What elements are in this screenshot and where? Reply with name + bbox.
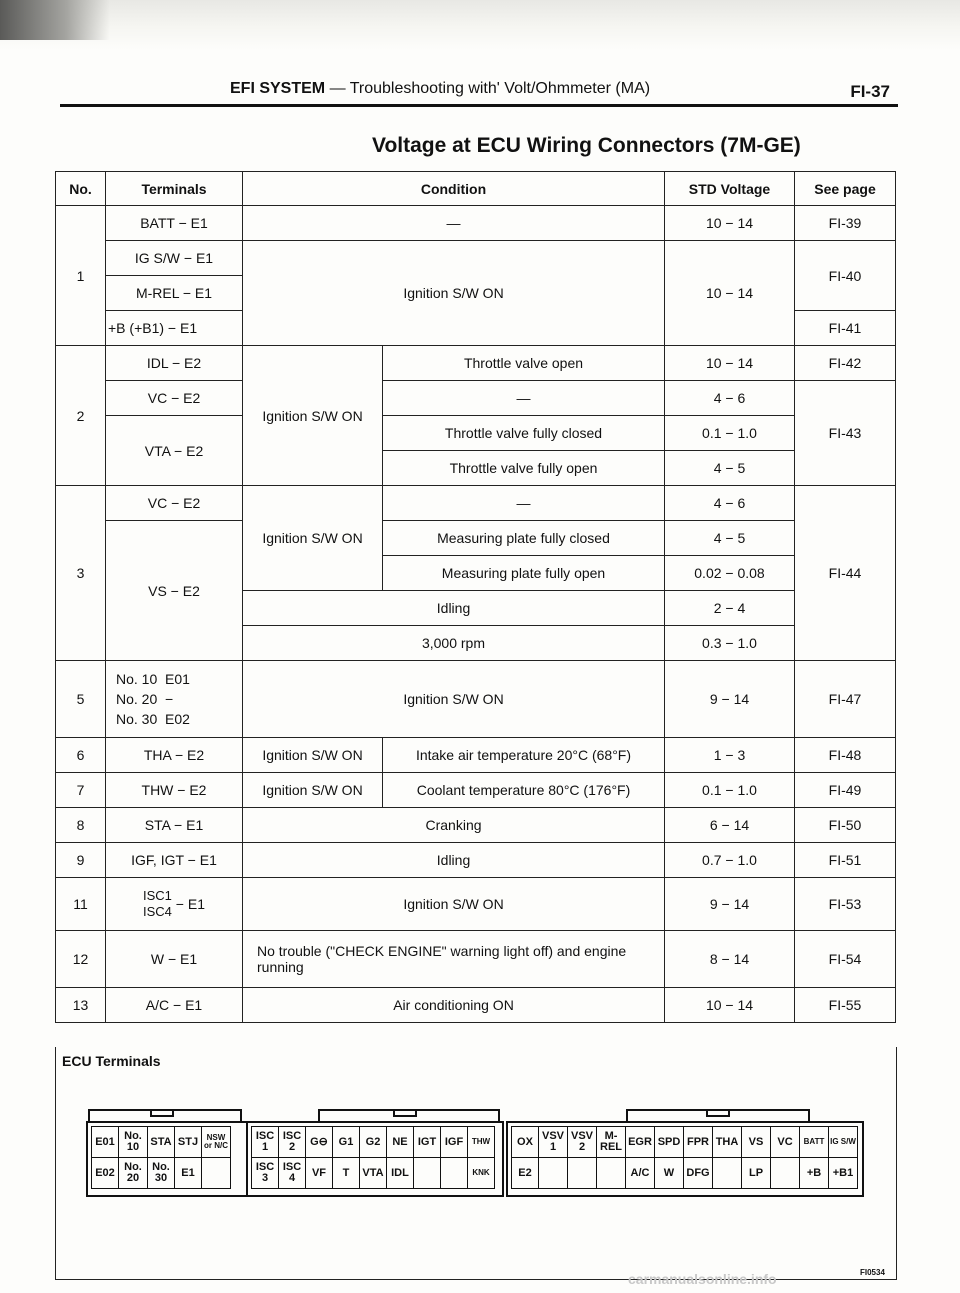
see-page: FI-44 [795,486,896,661]
std-voltage: 4 − 6 [665,486,795,521]
pin: VS [742,1127,771,1158]
std-voltage: 0.3 − 1.0 [665,626,795,661]
terminal: A/C − E1 [106,988,243,1023]
std-voltage: 6 − 14 [665,808,795,843]
pin: E02 [92,1158,119,1189]
condition: Intake air temperature 20°C (68°F) [383,738,665,773]
terminal: THW − E2 [106,773,243,808]
terminal: M-REL − E1 [106,276,243,311]
std-voltage: 0.1 − 1.0 [665,773,795,808]
pin [202,1158,231,1189]
row-no: 7 [56,773,106,808]
ecu-terminals-label: ECU Terminals [62,1053,161,1069]
pin-row-bottom [252,1158,495,1189]
terminal [106,878,243,931]
std-voltage: 8 − 14 [665,931,795,988]
pin: VTA [360,1158,387,1189]
std-voltage: 4 − 5 [665,451,795,486]
pin: G⊖ [306,1127,333,1158]
connector-lock-key [150,1109,174,1117]
header-title [230,80,650,98]
connector-1-pins [91,1126,231,1189]
pin: STJ [175,1127,202,1158]
condition: Throttle valve fully closed [383,416,665,451]
pin: SPD [655,1127,684,1158]
pin [597,1158,626,1189]
pin: E1 [175,1158,202,1189]
pin: ISC 4 [279,1158,306,1189]
header-terminals: Terminals [106,172,243,206]
connector-2-pins [251,1126,495,1189]
std-voltage: 4 − 5 [665,521,795,556]
table-header-row [56,172,896,206]
condition-main: Ignition S/W ON [243,773,383,808]
pin: DFG [684,1158,713,1189]
see-page: FI-51 [795,843,896,878]
pin: IDL [387,1158,414,1189]
condition: Air conditioning ON [243,988,665,1023]
condition: Ignition S/W ON [243,661,665,738]
connector-lock-key [393,1109,417,1117]
row-no: 1 [56,206,106,346]
row-no: 6 [56,738,106,773]
condition: — [243,206,665,241]
pin-row-bottom [92,1158,231,1189]
pin-row-bottom [512,1158,858,1189]
pin: E01 [92,1127,119,1158]
condition: Ignition S/W ON [243,878,665,931]
std-voltage: 10 − 14 [665,988,795,1023]
terminal: VTA − E2 [106,416,243,486]
row-no: 2 [56,346,106,486]
terminal-line: No. 10 E01 [116,671,190,687]
condition-main: Ignition S/W ON [243,486,383,591]
table-row [56,381,896,416]
pin: VC [771,1127,800,1158]
header-no: No. [56,172,106,206]
pin-row-top [252,1127,495,1158]
pin [539,1158,568,1189]
voltage-table [55,171,896,1023]
connector-lock-key [706,1109,730,1117]
see-page: FI-42 [795,346,896,381]
condition: 3,000 rpm [243,626,665,661]
condition: No trouble ("CHECK ENGINE" warning light off) and engine running [243,931,665,988]
condition: Idling [243,843,665,878]
pin [771,1158,800,1189]
std-voltage: 0.7 − 1.0 [665,843,795,878]
pin: NE [387,1127,414,1158]
scan-edge-shadow [0,0,960,50]
std-voltage: 10 − 14 [665,241,795,346]
table-row [56,988,896,1023]
see-page: FI-55 [795,988,896,1023]
page-header [60,76,898,107]
pin: IGF [441,1127,468,1158]
row-no: 8 [56,808,106,843]
header-condition: Condition [243,172,665,206]
std-voltage: 0.1 − 1.0 [665,416,795,451]
ecu-terminals-section [55,1047,897,1280]
pin [568,1158,597,1189]
pin: IGT [414,1127,441,1158]
table-row [56,661,896,738]
condition: Throttle valve fully open [383,451,665,486]
pin: A/C [626,1158,655,1189]
terminal [106,661,243,738]
pin [414,1158,441,1189]
terminal: STA − E1 [106,808,243,843]
condition: Throttle valve open [383,346,665,381]
terminal-line: No. 20 − [116,691,174,707]
condition: Cranking [243,808,665,843]
table-row [56,843,896,878]
connector-3-pins [511,1126,858,1189]
row-no: 9 [56,843,106,878]
pin: BATT [800,1127,829,1158]
pin: ISC 3 [252,1158,279,1189]
pin: KNK [468,1158,495,1189]
header-see-page: See page [795,172,896,206]
std-voltage: 9 − 14 [665,878,795,931]
see-page: FI-39 [795,206,896,241]
table-row [56,416,896,451]
terminal: THA − E2 [106,738,243,773]
terminal: +B (+B1) − E1 [106,311,243,346]
pin: THW [468,1127,495,1158]
condition: Measuring plate fully open [383,556,665,591]
terminal-line: No. 30 E02 [116,711,190,727]
table-row [56,346,896,381]
terminal-line: ISC1 [143,888,172,903]
row-no: 3 [56,486,106,661]
header-subtitle: — Troubleshooting with' Volt/Ohmmeter (MA) [325,80,651,97]
see-page: FI-49 [795,773,896,808]
terminal: VS − E2 [106,521,243,661]
terminal: IDL − E2 [106,346,243,381]
table-row [56,486,896,521]
terminal: VC − E2 [106,486,243,521]
std-voltage: 9 − 14 [665,661,795,738]
pin: ISC 2 [279,1127,306,1158]
pin [441,1158,468,1189]
condition: — [383,381,665,416]
pin: FPR [684,1127,713,1158]
condition-main: Ignition S/W ON [243,346,383,486]
see-page: FI-50 [795,808,896,843]
std-voltage: 2 − 4 [665,591,795,626]
pin [713,1158,742,1189]
table-row [56,206,896,241]
condition: Ignition S/W ON [243,241,665,346]
pin: NSW or N/C [202,1127,231,1158]
pin: W [655,1158,684,1189]
terminal: BATT − E1 [106,206,243,241]
watermark: carmanualsonline.info [628,1271,777,1287]
std-voltage: 4 − 6 [665,381,795,416]
terminal: IG S/W − E1 [106,241,243,276]
see-page: FI-40 [795,241,896,311]
ecu-connector-1 [86,1121,248,1197]
pin: VSV 1 [539,1127,568,1158]
terminal-line: ISC4 [143,904,172,919]
pin: E2 [512,1158,539,1189]
terminal-suffix: − E1 [175,896,205,912]
pin: No. 30 [148,1158,175,1189]
figure-code: FI0534 [860,1268,885,1277]
condition: Coolant temperature 80°C (176°F) [383,773,665,808]
row-no: 13 [56,988,106,1023]
std-voltage: 10 − 14 [665,346,795,381]
pin: G2 [360,1127,387,1158]
pin: EGR [626,1127,655,1158]
pin-row-top [512,1127,858,1158]
condition: — [383,486,665,521]
pin: +B [800,1158,829,1189]
condition-main: Ignition S/W ON [243,738,383,773]
table-row [56,738,896,773]
std-voltage: 1 − 3 [665,738,795,773]
see-page: FI-47 [795,661,896,738]
pin: IG S/W [829,1127,858,1158]
terminal: IGF, IGT − E1 [106,843,243,878]
table-row [56,808,896,843]
table-row [56,773,896,808]
see-page: FI-43 [795,381,896,486]
pin: LP [742,1158,771,1189]
row-no: 11 [56,878,106,931]
see-page: FI-41 [795,311,896,346]
std-voltage: 0.02 − 0.08 [665,556,795,591]
pin: M-REL [597,1127,626,1158]
pin: THA [713,1127,742,1158]
std-voltage: 10 − 14 [665,206,795,241]
ecu-connector-3 [506,1121,864,1197]
pin: No. 10 [119,1127,148,1158]
pin: OX [512,1127,539,1158]
page-number: FI-37 [850,82,890,101]
see-page: FI-54 [795,931,896,988]
pin-row-top [92,1127,231,1158]
table-row [56,241,896,276]
terminal: VC − E2 [106,381,243,416]
condition: Idling [243,591,665,626]
pin: ISC 1 [252,1127,279,1158]
pin: G1 [333,1127,360,1158]
pin: No. 20 [119,1158,148,1189]
page-title: Voltage at ECU Wiring Connectors (7M-GE) [372,134,801,157]
pin: VSV 2 [568,1127,597,1158]
table-row [56,521,896,556]
header-std-voltage: STD Voltage [665,172,795,206]
see-page: FI-48 [795,738,896,773]
pin: +B1 [829,1158,858,1189]
row-no: 5 [56,661,106,738]
terminal: W − E1 [106,931,243,988]
see-page: FI-53 [795,878,896,931]
header-section: EFI SYSTEM [230,80,326,97]
row-no: 12 [56,931,106,988]
pin: T [333,1158,360,1189]
ecu-connector-2 [246,1121,504,1197]
pin: STA [148,1127,175,1158]
condition: Measuring plate fully closed [383,521,665,556]
pin: VF [306,1158,333,1189]
table-row [56,931,896,988]
table-row [56,878,896,931]
